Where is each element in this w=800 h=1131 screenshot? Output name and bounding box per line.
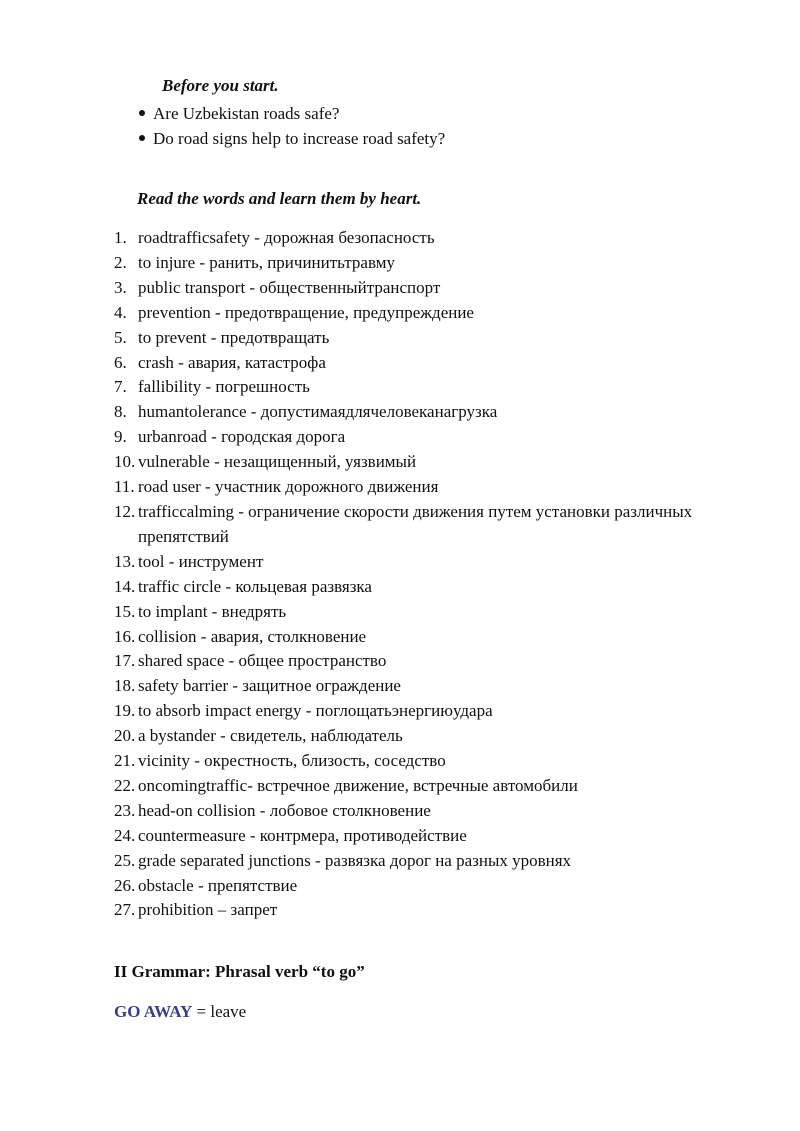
grammar-heading: II Grammar: Phrasal verb “to go” bbox=[114, 962, 365, 981]
list-item bbox=[114, 749, 714, 774]
list-item bbox=[114, 625, 714, 650]
item-text: a bystander - свидетель, наблюдатель bbox=[138, 726, 403, 746]
item-text: public transport - общественныйтранспорт bbox=[138, 277, 441, 297]
warmup-questions-list bbox=[137, 101, 445, 151]
item-number: 10. bbox=[114, 452, 136, 472]
item-text: crash - авария, катастрофа bbox=[138, 352, 326, 372]
item-text: grade separated junctions - развязка дорог на разных уровнях bbox=[138, 850, 572, 870]
item-number: 19. bbox=[114, 701, 136, 721]
item-text: safety barrier - защитное ограждение bbox=[138, 676, 401, 696]
item-number: 8. bbox=[114, 402, 127, 422]
item-number: 23. bbox=[114, 800, 136, 820]
list-item bbox=[114, 699, 714, 724]
item-number: 9. bbox=[114, 427, 127, 447]
item-text: to prevent - предотвращать bbox=[138, 327, 330, 347]
item-text: urbanroad - городская дорога bbox=[138, 427, 346, 447]
item-number: 11. bbox=[114, 477, 135, 497]
item-number: 24. bbox=[114, 825, 136, 845]
list-item bbox=[114, 824, 714, 849]
vocabulary-heading: Read the words and learn them by heart. bbox=[137, 189, 422, 208]
list-item bbox=[114, 425, 714, 450]
item-number: 17. bbox=[114, 651, 136, 671]
list-item bbox=[114, 276, 714, 301]
item-text: to implant - внедрять bbox=[138, 601, 287, 621]
list-item bbox=[114, 301, 714, 326]
item-text: oncomingtraffic- встречное движение, встречные автомобили bbox=[138, 775, 578, 795]
before-you-start-heading: Before you start. bbox=[162, 76, 279, 95]
bullet-icon bbox=[139, 135, 145, 141]
phrasal-verb-entry bbox=[114, 1002, 246, 1022]
item-text: to injure - ранить, причинитьтравму bbox=[138, 252, 395, 272]
item-text: tool - инструмент bbox=[138, 551, 264, 571]
list-item bbox=[114, 500, 714, 550]
bullet-icon bbox=[139, 110, 145, 116]
list-item bbox=[114, 226, 714, 251]
item-number: 4. bbox=[114, 302, 127, 322]
list-item bbox=[114, 351, 714, 376]
list-item bbox=[114, 600, 714, 625]
item-number: 21. bbox=[114, 751, 136, 771]
list-item bbox=[114, 724, 714, 749]
list-item bbox=[114, 898, 714, 923]
item-number: 1. bbox=[114, 228, 127, 247]
item-text: collision - авария, столкновение bbox=[138, 626, 367, 646]
list-item bbox=[114, 649, 714, 674]
item-number: 13. bbox=[114, 551, 136, 571]
phrasal-verb-definition: = leave bbox=[192, 1002, 247, 1021]
item-number: 22. bbox=[114, 775, 136, 795]
item-number: 18. bbox=[114, 676, 136, 696]
item-text: obstacle - препятствие bbox=[138, 875, 298, 895]
list-item bbox=[114, 849, 714, 874]
item-text: traffic circle - кольцевая развязка bbox=[138, 576, 372, 596]
item-number: 27. bbox=[114, 900, 136, 920]
item-text: humantolerance - допустимаядлячеловеканагрузка bbox=[138, 402, 498, 422]
question-text: Do road signs help to increase road safety? bbox=[153, 129, 446, 148]
list-item bbox=[114, 400, 714, 425]
item-number: 14. bbox=[114, 576, 136, 596]
item-text: prohibition – запрет bbox=[138, 900, 278, 920]
vocabulary-list bbox=[114, 226, 714, 923]
list-item bbox=[114, 774, 714, 799]
item-text: fallibility - погрешность bbox=[138, 377, 310, 397]
item-number: 16. bbox=[114, 626, 136, 646]
list-item bbox=[114, 450, 714, 475]
item-text: to absorb impact energy - поглощатьэнергиюудара bbox=[138, 701, 493, 721]
list-item bbox=[114, 874, 714, 899]
phrasal-verb-term: GO AWAY bbox=[114, 1002, 193, 1021]
question-text: Are Uzbekistan roads safe? bbox=[153, 104, 340, 123]
item-number: 15. bbox=[114, 601, 136, 621]
list-item bbox=[137, 126, 445, 151]
list-item bbox=[114, 251, 714, 276]
list-item bbox=[114, 475, 714, 500]
list-item bbox=[114, 375, 714, 400]
item-number: 3. bbox=[114, 277, 127, 297]
item-number: 12. bbox=[114, 501, 136, 521]
item-number: 20. bbox=[114, 726, 136, 746]
list-item bbox=[114, 575, 714, 600]
item-text: trafficcalming - ограничение скорости движения путем установки различных препятствий bbox=[138, 501, 693, 546]
item-number: 7. bbox=[114, 377, 127, 397]
item-number: 25. bbox=[114, 850, 136, 870]
list-item bbox=[114, 550, 714, 575]
list-item bbox=[137, 101, 445, 126]
list-item bbox=[114, 674, 714, 699]
item-text: roadtrafficsafety - дорожная безопасность bbox=[138, 228, 435, 247]
item-text: head-on collision - лобовое столкновение bbox=[138, 800, 431, 820]
item-number: 26. bbox=[114, 875, 136, 895]
item-text: shared space - общее пространство bbox=[138, 651, 387, 671]
item-number: 6. bbox=[114, 352, 127, 372]
list-item bbox=[114, 799, 714, 824]
item-text: vicinity - окрестность, близость, соседство bbox=[138, 751, 446, 771]
item-text: countermeasure - контрмера, противодействие bbox=[138, 825, 467, 845]
item-number: 2. bbox=[114, 252, 127, 272]
item-text: vulnerable - незащищенный, уязвимый bbox=[138, 452, 417, 472]
list-item bbox=[114, 326, 714, 351]
item-number: 5. bbox=[114, 327, 127, 347]
item-text: prevention - предотвращение, предупреждение bbox=[138, 302, 474, 322]
item-text: road user - участник дорожного движения bbox=[138, 477, 439, 497]
